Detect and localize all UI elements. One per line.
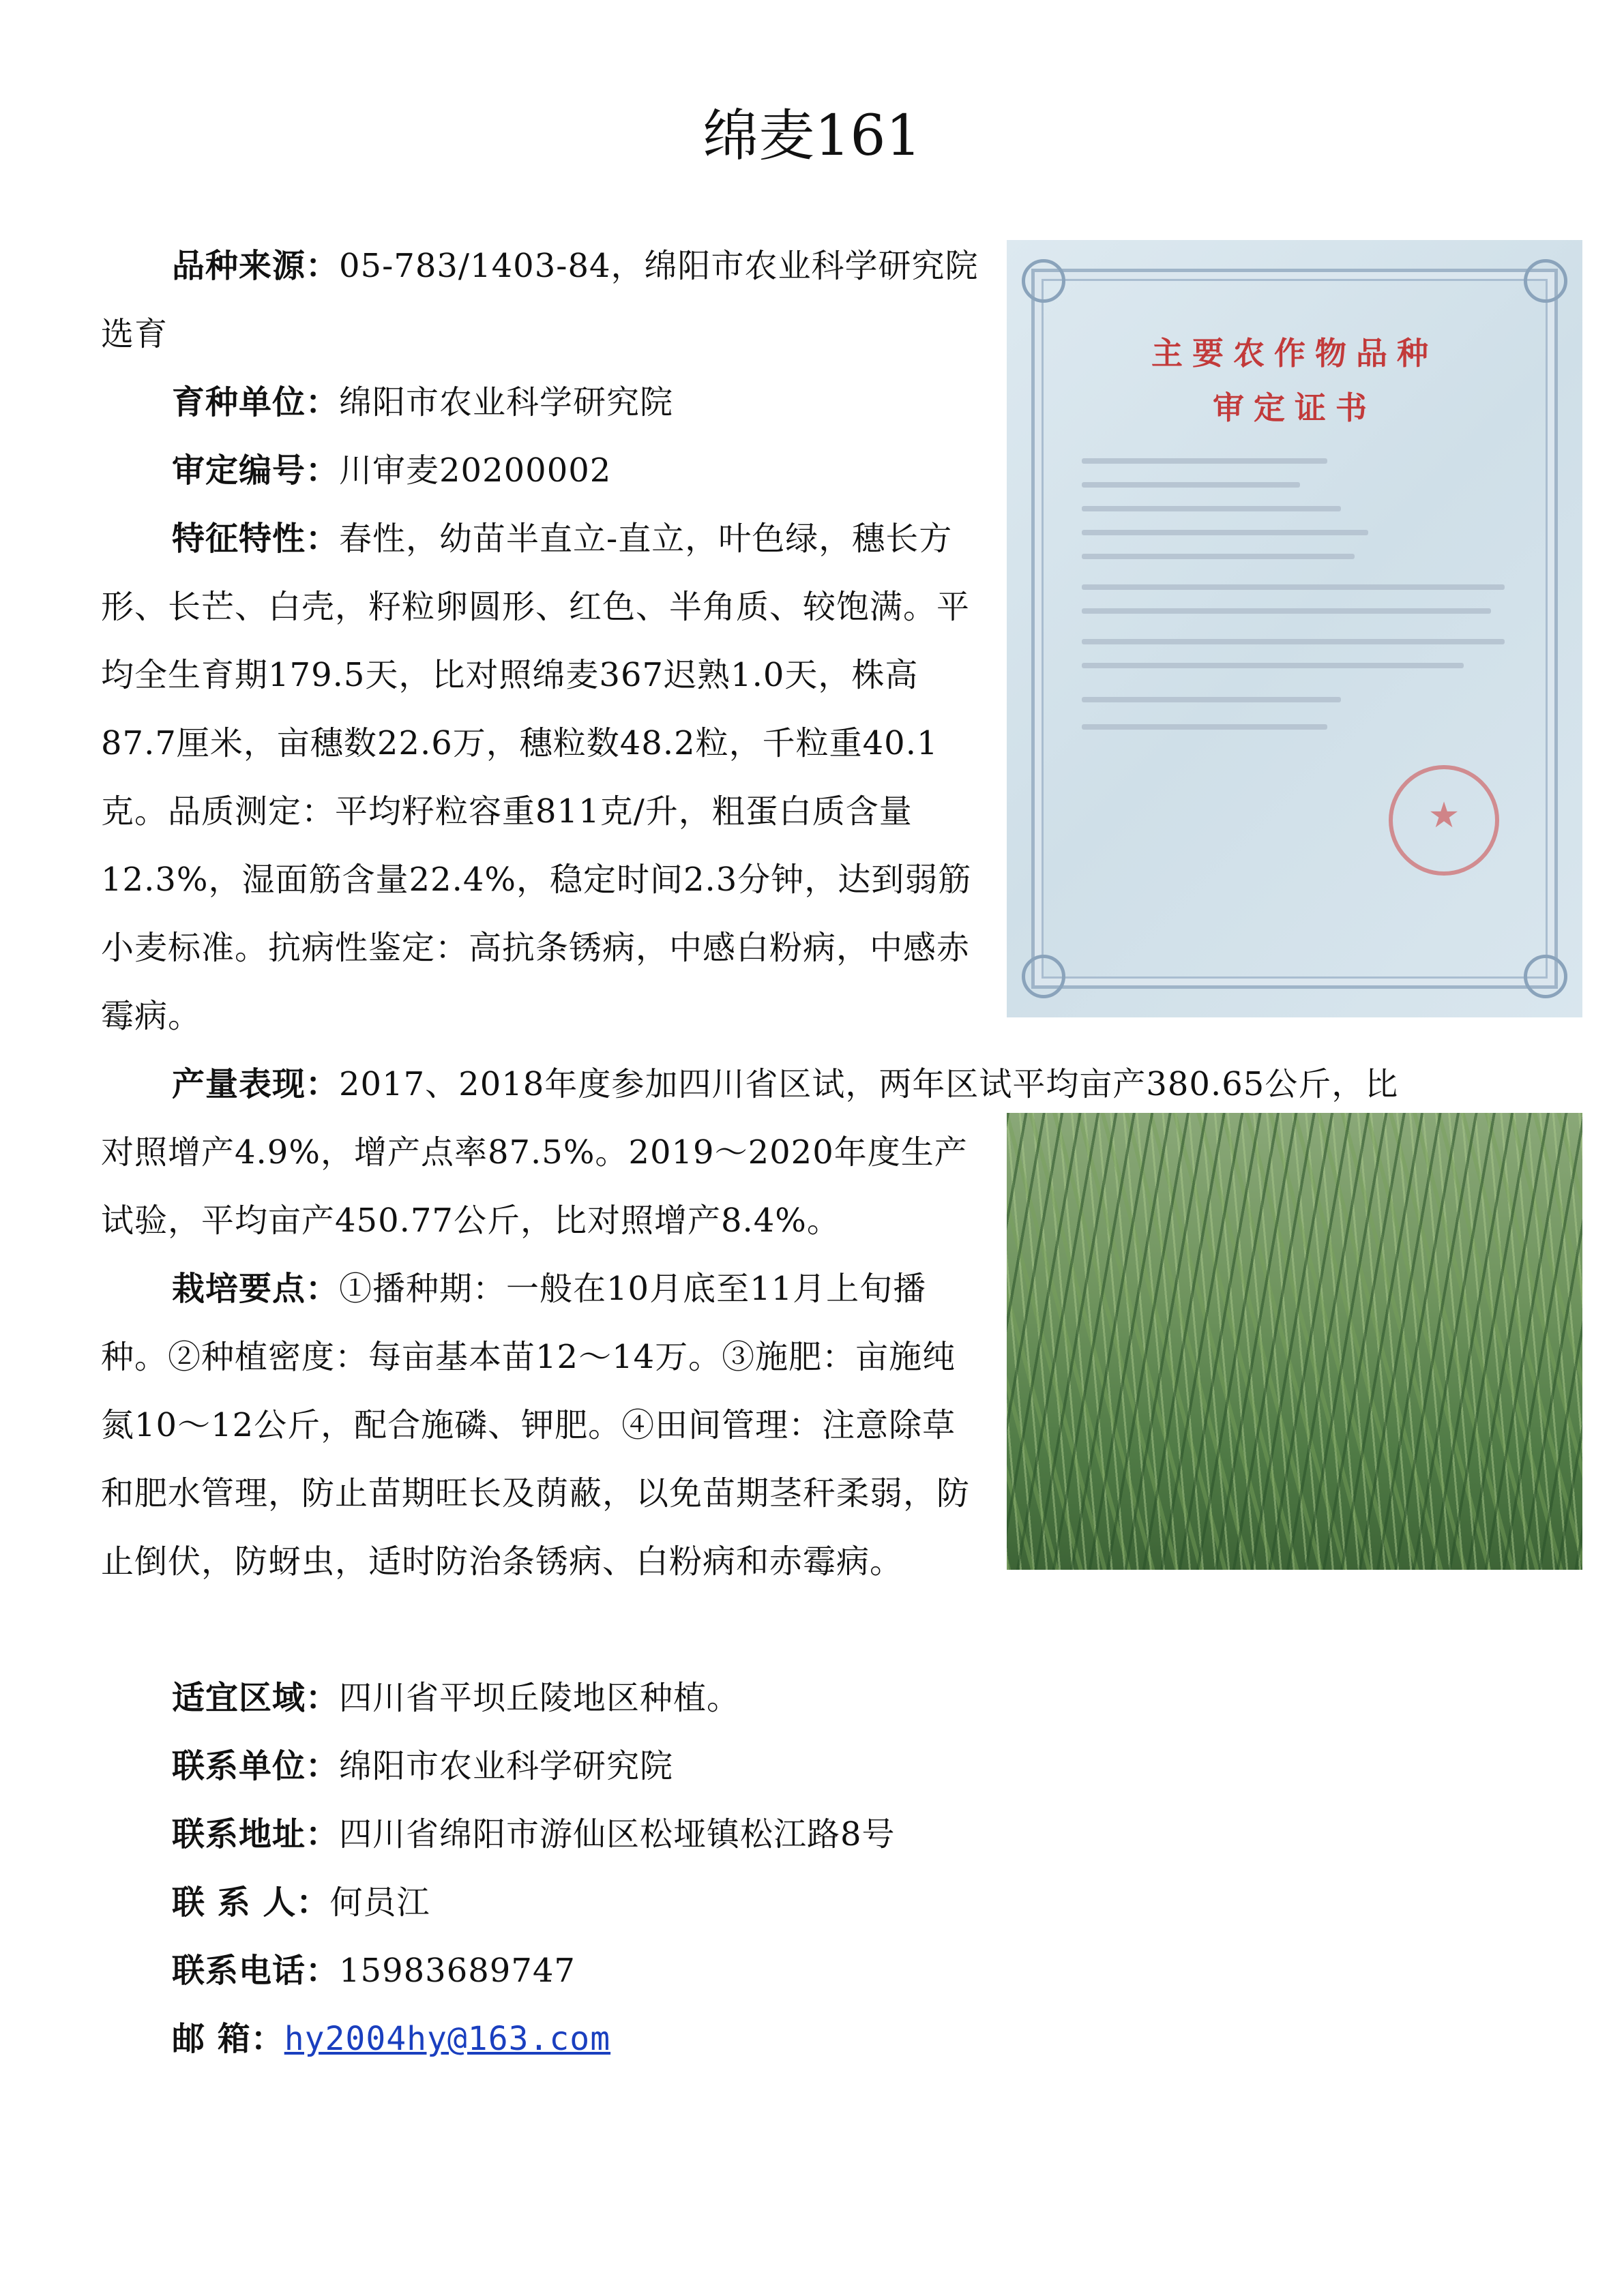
- contact-unit-label: 联系单位：: [172, 1747, 340, 1785]
- cultivation-text: ①播种期：一般在10月底至11月上旬播种。②种植密度：每亩基本苗12～14万。③施肥：亩施纯氮10～12公斤，配合施磷、钾肥。④田间管理：注意除草和肥水管理，防止苗期旺长及荫蔽，以免苗期茎秆柔弱，防止倒伏，防蚜虫，适时防治条锈病、白粉病和赤霉病。: [101, 1270, 971, 1581]
- approval-text: 川审麦20200002: [339, 451, 612, 490]
- contact-person-paragraph: [101, 1868, 1526, 1937]
- certificate-title-line1: 主要农作物品种: [1151, 335, 1438, 372]
- contact-address-text: 四川省绵阳市游仙区松垭镇松江路8号: [339, 1815, 896, 1853]
- contact-phone-paragraph: [101, 1937, 1526, 2005]
- ornament-icon: [1022, 259, 1065, 303]
- wheat-field-photo: [1007, 1113, 1582, 1570]
- traits-paragraph: [101, 505, 981, 1050]
- certificate-image: [1007, 240, 1582, 1017]
- traits-label: 特征特性：: [172, 520, 340, 558]
- region-label: 适宜区域：: [172, 1679, 340, 1717]
- certificate-text-line: [1082, 663, 1464, 668]
- certificate-frame: [1031, 269, 1558, 989]
- contact-phone-text: 15983689747: [339, 1952, 576, 1990]
- certificate-text-line: [1082, 639, 1505, 644]
- source-label: 品种来源：: [172, 247, 340, 285]
- email-paragraph: [101, 2005, 1526, 2073]
- star-icon: ★: [1428, 795, 1460, 836]
- approval-paragraph: [101, 436, 981, 505]
- region-text: 四川省平坝丘陵地区种植。: [339, 1679, 741, 1717]
- yield-paragraph-first-line: [101, 1050, 1526, 1118]
- certificate-text-line: [1082, 482, 1300, 488]
- breeder-text: 绵阳市农业科学研究院: [339, 383, 674, 421]
- ornament-icon: [1524, 259, 1567, 303]
- seal-stamp: [1389, 765, 1499, 876]
- certificate-text-line: [1082, 724, 1327, 730]
- traits-text: 春性，幼苗半直立-直立，叶色绿，穗长方形、长芒、白壳，籽粒卵圆形、红色、半角质、较饱满。平均全生育期179.5天，比对照绵麦367迟熟1.0天，株高87.7厘米，亩穗数22.6万，穗粒数48.2粒，千粒重40.1克。品质测定：平均籽粒容重811克/升，粗蛋白质含量12.3%，湿面筋含量22.4%，稳定时间2.3分钟，达到弱筋小麦标准。抗病性鉴定：高抗条锈病，中感白粉病，中感赤霉病。: [101, 520, 972, 1035]
- yield-paragraph-rest: [101, 1118, 981, 1255]
- yield-text-rest: 对照增产4.9%，增产点率87.5%。2019～2020年度生产试验，平均亩产450.77公斤，比对照增产8.4%。: [101, 1133, 968, 1240]
- breeder-paragraph: [101, 368, 981, 436]
- source-text: 05-783/1403-84，绵阳市农业科学研究院选育: [101, 247, 979, 353]
- certificate-text-line: [1082, 458, 1327, 464]
- contact-address-paragraph: [101, 1800, 1526, 1868]
- contact-address-label: 联系地址：: [172, 1815, 340, 1853]
- contact-person-label: 联 系 人：: [172, 1883, 330, 1922]
- contact-unit-paragraph: [101, 1732, 1526, 1800]
- region-paragraph: [101, 1664, 1526, 1732]
- ornament-icon: [1022, 955, 1065, 998]
- email-link[interactable]: hy2004hy@163.com: [284, 2020, 611, 2058]
- certificate-text-line: [1082, 530, 1368, 535]
- certificate-text-line: [1082, 608, 1491, 614]
- yield-text-first: 2017、2018年度参加四川省区试，两年区试平均亩产380.65公斤，比: [339, 1065, 1399, 1103]
- email-label: 邮 箱：: [172, 2020, 284, 2058]
- contact-unit-text: 绵阳市农业科学研究院: [339, 1747, 674, 1785]
- contact-person-text: 何员江: [329, 1883, 430, 1922]
- certificate-title-line2: 审定证书: [1213, 389, 1376, 426]
- approval-label: 审定编号：: [172, 451, 340, 490]
- certificate-text-line: [1082, 506, 1341, 511]
- certificate-text-line: [1082, 584, 1505, 590]
- ornament-icon: [1524, 955, 1567, 998]
- cultivation-paragraph: [101, 1255, 981, 1596]
- certificate-text-line: [1082, 697, 1341, 702]
- cultivation-label: 栽培要点：: [172, 1270, 340, 1308]
- breeder-label: 育种单位：: [172, 383, 340, 421]
- yield-label: 产量表现：: [172, 1065, 340, 1103]
- contact-phone-label: 联系电话：: [172, 1952, 340, 1990]
- certificate-text-line: [1082, 554, 1355, 559]
- source-paragraph: [101, 232, 981, 368]
- page-title: 绵麦161: [703, 104, 921, 168]
